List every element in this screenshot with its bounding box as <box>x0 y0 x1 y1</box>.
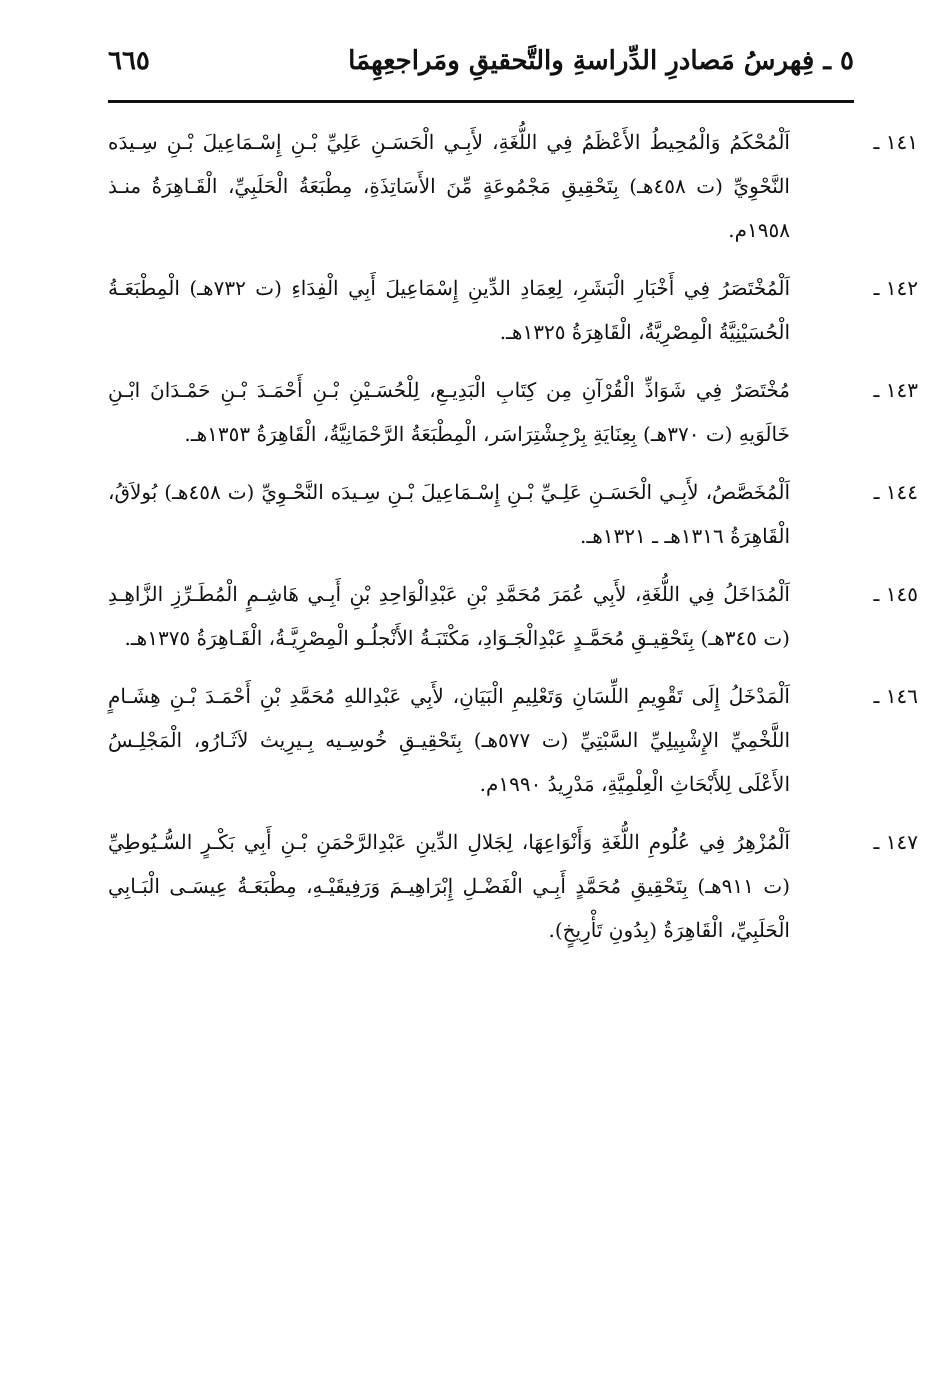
entry-number: ١٤٣ ـ <box>873 378 918 402</box>
entry-text: اَلْمُزْهِرُ فِي عُلُومِ اللُّغَةِ وَأَنْوَاعِهَا، لِجَلالِ الدِّينِ عَبْدِالرَّحْمَنِ بْـنِ أَبِي بَكْـرٍ السُّـيُوطِيِّ (ت ٩١١هـ) بِتَحْقِيقِ مُحَمَّدٍ أَبِـي الْفَضْـلِ إِبْرَاهِيـمَ وَرَفِيقَيْـهِ، مِطْبَعَـةُ عِيسَـى الْبَـابِي الْحَلَبِيِّ، الْقَاهِرَةُ (بِدُونِ تَأْرِيخٍ). <box>108 830 791 942</box>
bibliography-list <box>108 120 919 966</box>
page-number: ٦٦٥ <box>108 46 150 76</box>
running-title: ٥ ـ فِهرسُ مَصادرِ الدِّراسةِ والتَّحقيقِ ومَراجعِهِمَا <box>348 46 854 76</box>
entry-text: اَلْمُحْكَمُ وَالْمُحِيطُ الأَعْظَمُ فِي اللُّغَةِ، لأَبِـي الْحَسَـنِ عَلِيِّ بْـنِ إِسْـمَاعِيلَ بْـنِ سِـيدَه النَّحْوِيِّ (ت ٤٥٨هـ) بِتَحْقِيقِ مَجْمُوعَةٍ مِّنَ الأَسَاتِذَةِ، مِطْبَعَةُ الْحَلَبِيِّ، الْقَـاهِرَةُ منـذ ١٩٥٨م. <box>108 130 790 242</box>
entry-text: اَلْمُخْتَصَرُ فِي أَخْبَارِ الْبَشَرِ، لِعِمَادِ الدِّينِ إِسْمَاعِيلَ أَبِي الْفِدَاءِ (ت ٧٣٢هـ) الْمِطْبَعَـةُ الْحُسَيْنِيَّةُ الْمِصْرِيَّةُ، الْقَاهِرَةُ ١٣٢٥هـ. <box>108 276 791 344</box>
entry-number: ١٤٧ ـ <box>873 830 918 854</box>
bibliography-entry-144 <box>108 470 919 558</box>
entry-number: ١٤٤ ـ <box>873 480 919 504</box>
entry-number: ١٤١ ـ <box>873 130 918 154</box>
page-header <box>108 44 854 92</box>
entry-text: مُخْتَصَرٌ فِي شَوَاذِّ الْقُرْآنِ مِن كِتَابِ الْبَدِيـعِ، لِلْحُسَـيْنِ بْـنِ أَحْمَـدَ بْـنِ حَمْـدَانَ ابْـنِ خَالَوَيهِ (ت ٣٧٠هـ) بِعِنَايَةِ بِرْجِشْتِرَاسَر، الْمِطْبَعَةُ الرَّحْمَانِيَّةُ، الْقَاهِرَةُ ١٣٥٣هـ. <box>108 378 790 446</box>
bibliography-entry-146 <box>108 674 918 806</box>
entry-text: اَلْمُخَصَّصُ، لأَبِـي الْحَسَـنِ عَلِـيِّ بْـنِ إِسْـمَاعِيلَ بْـنِ سِـيدَه النَّحْـوِيِّ (ت ٤٥٨هـ) بُولاَقُ، الْقَاهِرَةُ ١٣١٦هـ ـ ١٣٢١هـ. <box>108 480 791 548</box>
bibliography-entry-147 <box>108 820 918 952</box>
entry-number: ١٤٢ ـ <box>873 276 919 300</box>
bibliography-entry-141 <box>108 120 918 252</box>
entry-number: ١٤٦ ـ <box>873 684 918 708</box>
entry-text: اَلْمَدْخَلُ إِلَى تَقْوِيمِ اللِّسَانِ وَتَعْلِيمِ الْبَيَانِ، لأَبِي عَبْدِاللهِ مُحَمَّدِ بْنِ أَحْمَـدَ بْـنِ هِشَـامٍ اللَّخْمِيِّ الإِشْبِيلِيِّ السَّبْتِيِّ (ت ٥٧٧هـ) بِتَحْقِيـقِ خُوسِـيه بِـيرِيث لاَثَـارُو، الْمَجْلِـسُ الأَعْلَى لِلأَبْحَاثِ الْعِلْمِيَّةِ، مَدْرِيدُ ١٩٩٠م. <box>108 684 790 796</box>
bibliography-entry-145 <box>108 572 918 660</box>
bibliography-entry-142 <box>108 266 919 354</box>
entry-text: اَلْمُدَاخَلُ فِي اللُّغَةِ، لأَبِي عُمَرَ مُحَمَّدِ بْنِ عَبْدِالْوَاحِدِ بْنِ أَبِـي هَاشِـمٍ الْمُطَـرِّزِ الزَّاهِـدِ (ت ٣٤٥هـ) بِتَحْقِيـقِ مُحَمَّـدٍ عَبْدِالْجَـوَادِ، مَكْتَبَـةُ الأَنْجلُـو الْمِصْرِيَّـةُ، الْقَـاهِرَةُ ١٣٧٥هـ. <box>108 582 790 650</box>
bibliography-entry-143 <box>108 368 918 456</box>
entry-number: ١٤٥ ـ <box>873 582 918 606</box>
header-rule <box>108 100 854 103</box>
